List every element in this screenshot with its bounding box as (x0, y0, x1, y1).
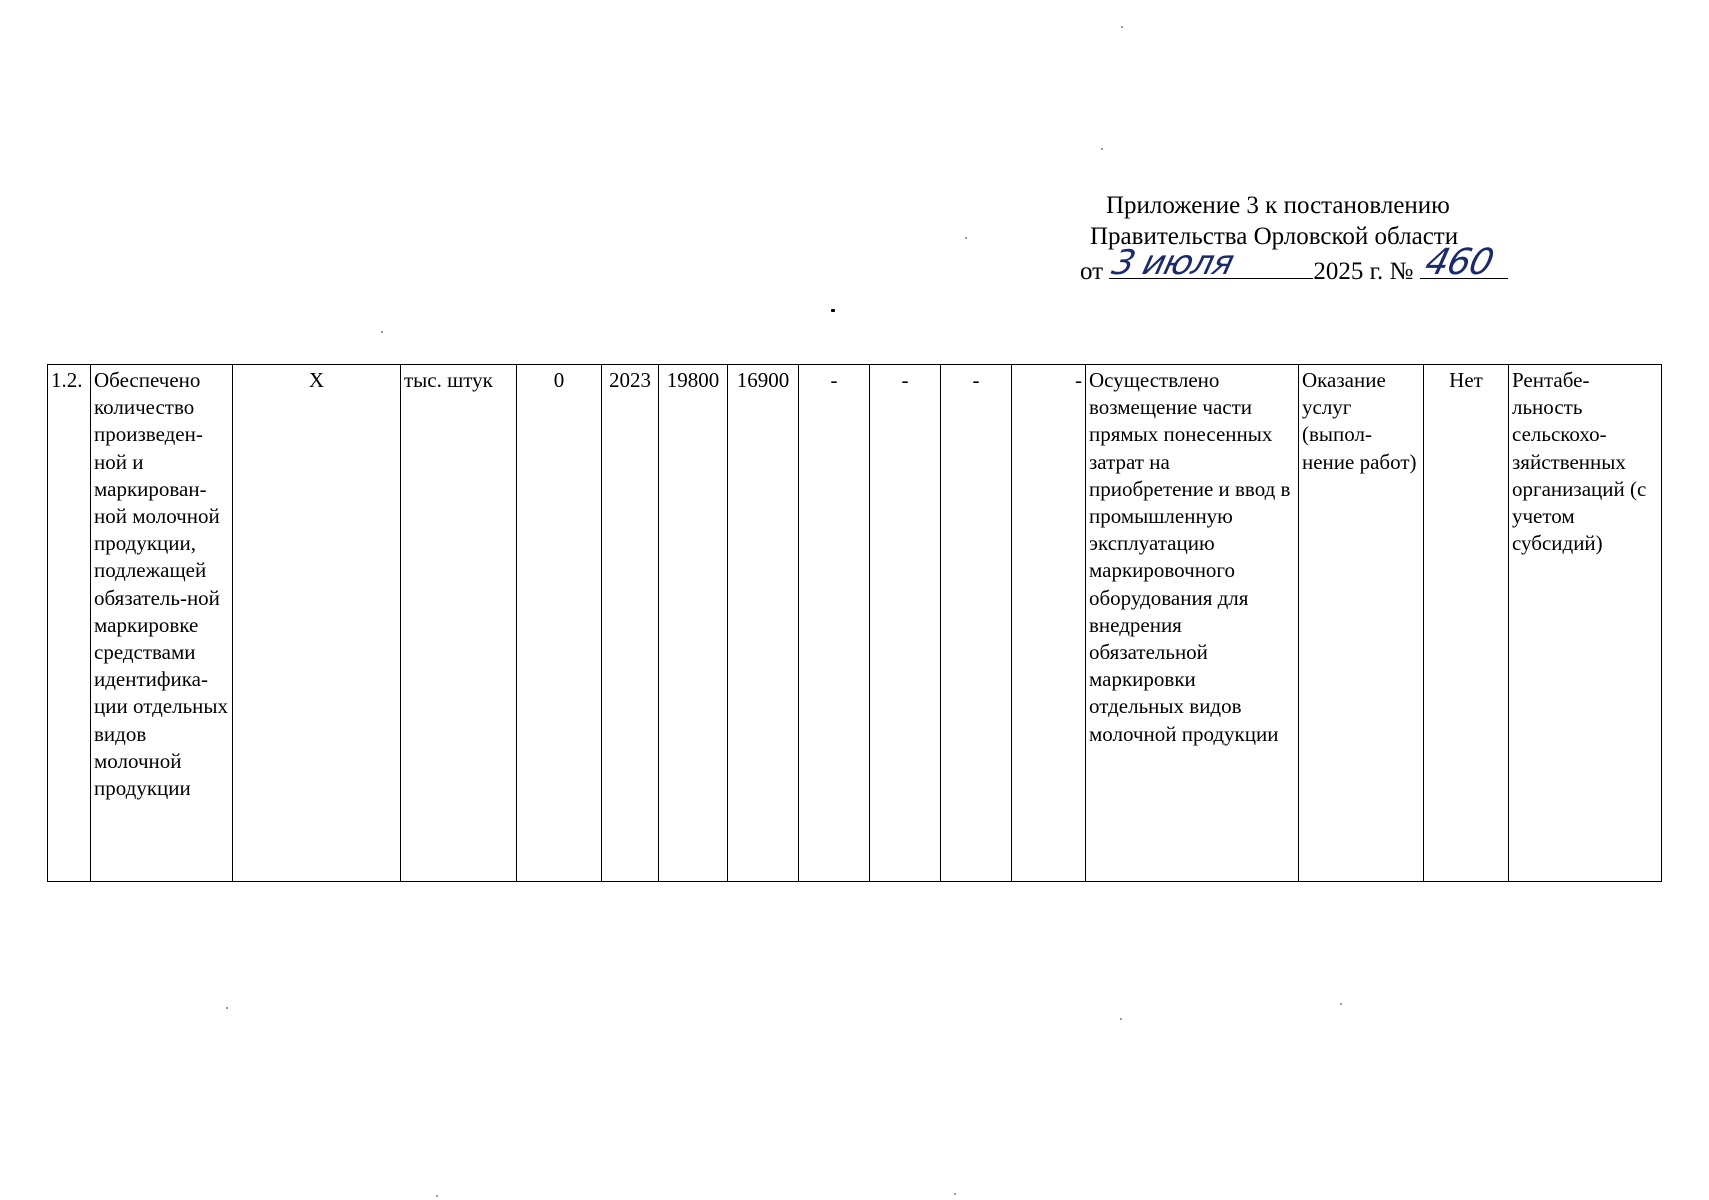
header-line-appendix: Приложение 3 к постановлению (1106, 192, 1450, 219)
date-field (1108, 243, 1313, 283)
cell-indicator: Обеспечено количество произведен-ной и маркирован-ной молочной продукции, подлежащей обязатель-ной маркировке средствами идентифика-ции отдельных видов молочной продукции (91, 365, 233, 882)
cell-value-2: 16900 (728, 365, 799, 882)
year-label: 2025 г. № (1313, 258, 1414, 285)
table-row (48, 365, 1662, 882)
cell-unit: тыс. штук (401, 365, 517, 882)
cell-year: 2023 (602, 365, 659, 882)
header-line-government: Правительства Орловской области (1090, 223, 1459, 250)
scan-speck (1120, 1018, 1122, 1020)
scan-speck (831, 309, 835, 312)
header-line-date-number (1080, 242, 1560, 286)
cell-result: Осуществлено возмещение части прямых понесенных затрат на приобретение и ввод в промышленную эксплуатацию маркировочного оборудования для внедрения обязательной маркировки отдельных видов молочной продукции (1086, 365, 1299, 882)
scan-speck (436, 1195, 438, 1197)
scan-speck (965, 237, 967, 239)
cell-x-mark: Х (233, 365, 401, 882)
cell-row-number: 1.2. (48, 365, 91, 882)
scan-speck (1340, 1003, 1342, 1005)
appendix-header (1060, 190, 1560, 286)
scan-speck (954, 1193, 956, 1195)
cell-value-1: 19800 (659, 365, 728, 882)
cell-dash-3: - (941, 365, 1012, 882)
number-field (1420, 242, 1508, 283)
scan-speck (226, 1007, 228, 1009)
scan-speck (381, 331, 383, 333)
scan-speck (1121, 26, 1123, 28)
cell-link: Рентабе-льность сельскохо-зяйственных организаций (с учетом субсидий) (1509, 365, 1662, 882)
cell-flag: Нет (1424, 365, 1509, 882)
table-container (47, 364, 1662, 882)
cell-dash-1: - (799, 365, 870, 882)
cell-base-value: 0 (517, 365, 602, 882)
data-table (47, 364, 1662, 882)
cell-dash-4: - (1012, 365, 1086, 882)
cell-dash-2: - (870, 365, 941, 882)
handwritten-number: 460 (1420, 242, 1497, 283)
scan-speck (1101, 148, 1103, 150)
cell-type: Оказание услуг (выпол-нение работ) (1299, 365, 1424, 882)
from-label: от (1080, 258, 1104, 285)
handwritten-date: 3 июля (1108, 243, 1238, 283)
